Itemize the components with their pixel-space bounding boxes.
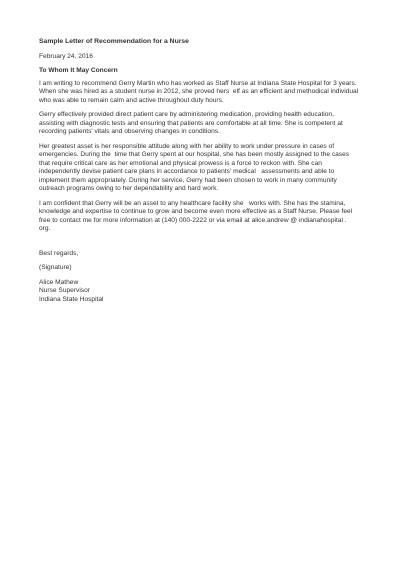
letter-body [39, 38, 367, 310]
signer-block [39, 279, 367, 305]
signature-placeholder: (Signature) [39, 264, 72, 271]
signer-name: Alice Mathew [39, 278, 79, 286]
signer-organization: Indiana State Hospital [39, 295, 104, 303]
letter-salutation: To Whom It May Concern [39, 67, 118, 74]
paragraph-introduction: I am writing to recommend Gerry Martin who has worked as Staff Nurse at Indiana State Hospital for 3 years. When she was hired as a student nurse in 2012, she proved hers elf as an efficient and methodical individual who was able to remain calm and active throughout duty hours. [39, 79, 359, 104]
signer-title: Nurse Supervisor [39, 287, 90, 294]
letter-title: Sample Letter of Recommendation for a Nurse [39, 38, 189, 45]
closing-line: Best regards, [39, 249, 79, 257]
paragraph-strengths: Her greatest asset is her responsible attitude along with her ability to work under pressure in cases of emergencies. During the time that Gerry spent at our hospital, she has been mostly assigned to the cases that require critical care as her emotional and physical prowess is a force to reckon with. She can independently devise patient care plans in accordance to patients' medical assessments and able to implement them appropriately. During her service, Gerry had been chosen to work in many community outreach programs owing to her dependability and hard work. [39, 142, 350, 192]
paragraph-duties: Gerry effectively provided direct patient care by administering medication, providing health education, assisting with diagnostic tests and ensuring that patients are comfortable at all time. She is competent at recording patients' vitals and observing changes in conditions. [39, 111, 343, 135]
paragraph-conclusion: I am confident that Gerry will be an asset to any healthcare facility she works with. She has the stamina, knowledge and expertise to continue to grow and become even more effective as a Staff Nurse. Please feel free to contact me for more information at (140) 000-2222 or via email at alice.andrew @ indianahospital . org. [39, 199, 353, 232]
letter-date: February 24, 2016 [39, 52, 93, 60]
closing-block [39, 250, 367, 305]
